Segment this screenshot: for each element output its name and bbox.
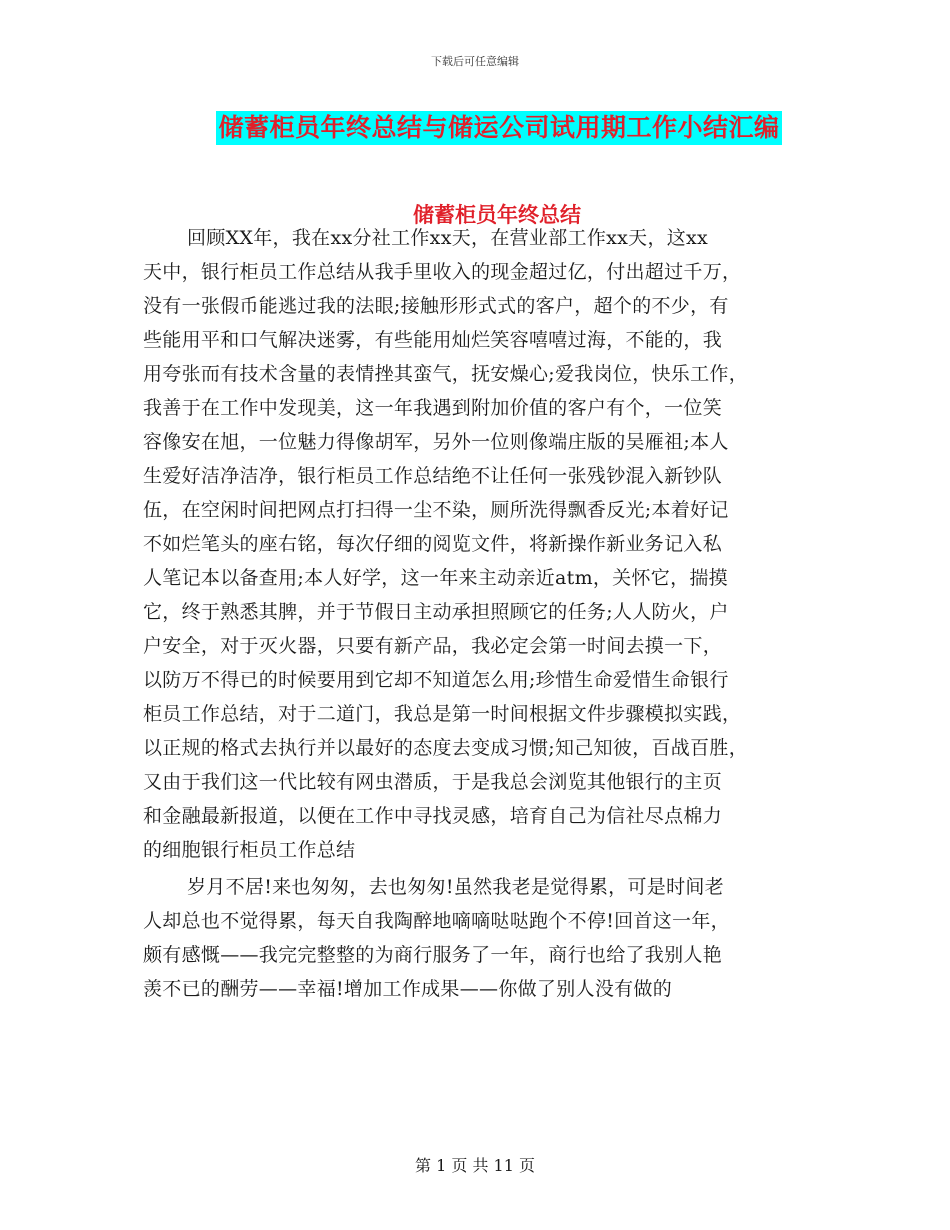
paragraph-1: [143, 221, 815, 867]
text-line: 柜员工作总结，对于二道门，我总是第一时间根据文件步骤模拟实践，: [143, 703, 742, 725]
text-line: 不如烂笔头的座右铭，每次仔细的阅览文件，将新操作新业务记入私: [143, 533, 723, 555]
page-footer: 第 1 页 共 11 页: [415, 1156, 535, 1175]
text-line: 以正规的格式去执行并以最好的态度去变成习惯;知己知彼，百战百胜，: [143, 737, 749, 759]
text-line: 我善于在工作中发现美，这一年我遇到附加价值的客户有个，一位笑: [143, 397, 723, 419]
text-line: 户安全，对于灭火器，只要有新产品，我必定会第一时间去摸一下，: [143, 635, 723, 657]
text-line: 人笔记本以备查用;本人好学，这一年来主动亲近atm，关怀它，揣摸: [143, 567, 728, 589]
document-title: 储蓄柜员年终总结与储运公司试用期工作小结汇编: [216, 111, 781, 145]
text-line: 容像安在旭，一位魅力得像胡军，另外一位则像端庄版的吴雁祖;本人: [143, 431, 729, 453]
document-title-container: [0, 111, 950, 145]
text-line: 生爱好洁净洁净，银行柜员工作总结绝不让任何一张残钞混入新钞队: [143, 465, 723, 487]
text-line: 以防万不得已的时候要用到它却不知道怎么用;珍惜生命爱惜生命银行: [143, 669, 729, 691]
text-line: 没有一张假币能逃过我的法眼;接触形形式式的客户，超个的不少，有: [143, 295, 729, 317]
text-line: 用夸张而有技术含量的表情挫其蛮气，抚安燥心;爱我岗位，快乐工作，: [143, 363, 749, 385]
paragraph-2: [143, 870, 815, 1006]
text-line: 和金融最新报道，以便在工作中寻找灵感，培育自己为信社尽点棉力: [143, 805, 723, 827]
text-line: 些能用平和口气解决迷雾，有些能用灿烂笑容嘻嘻过海，不能的，我: [143, 329, 723, 351]
text-line: 回顾XX年，我在xx分社工作xx天，在营业部工作xx天，这xx: [187, 227, 709, 249]
text-line: 天中，银行柜员工作总结从我手里收入的现金超过亿，付出超过千万，: [143, 261, 742, 283]
text-line: 它，终于熟悉其脾，并于节假日主动承担照顾它的任务;人人防火，户: [143, 601, 729, 623]
text-line: 又由于我们这一代比较有网虫潜质，于是我总会浏览其他银行的主页: [143, 771, 723, 793]
text-line: 羡不已的酬劳——幸福!增加工作成果——你做了别人没有做的: [143, 978, 673, 1000]
text-line: 颇有感慨——我完完整整的为商行服务了一年，商行也给了我别人艳: [143, 944, 723, 966]
text-line: 的细胞银行柜员工作总结: [143, 839, 356, 861]
header-note: 下载后可任意编辑: [431, 55, 519, 68]
text-line: 人却总也不觉得累，每天自我陶醉地嘀嘀哒哒跑个不停!回首这一年，: [143, 910, 730, 932]
text-line: 岁月不居!来也匆匆，去也匆匆!虽然我老是觉得累，可是时间老: [187, 876, 724, 898]
section-title: 储蓄柜员年终总结: [413, 203, 581, 227]
body-text: [143, 221, 815, 1006]
text-line: 伍，在空闲时间把网点打扫得一尘不染，厕所洗得飘香反光;本着好记: [143, 499, 729, 521]
